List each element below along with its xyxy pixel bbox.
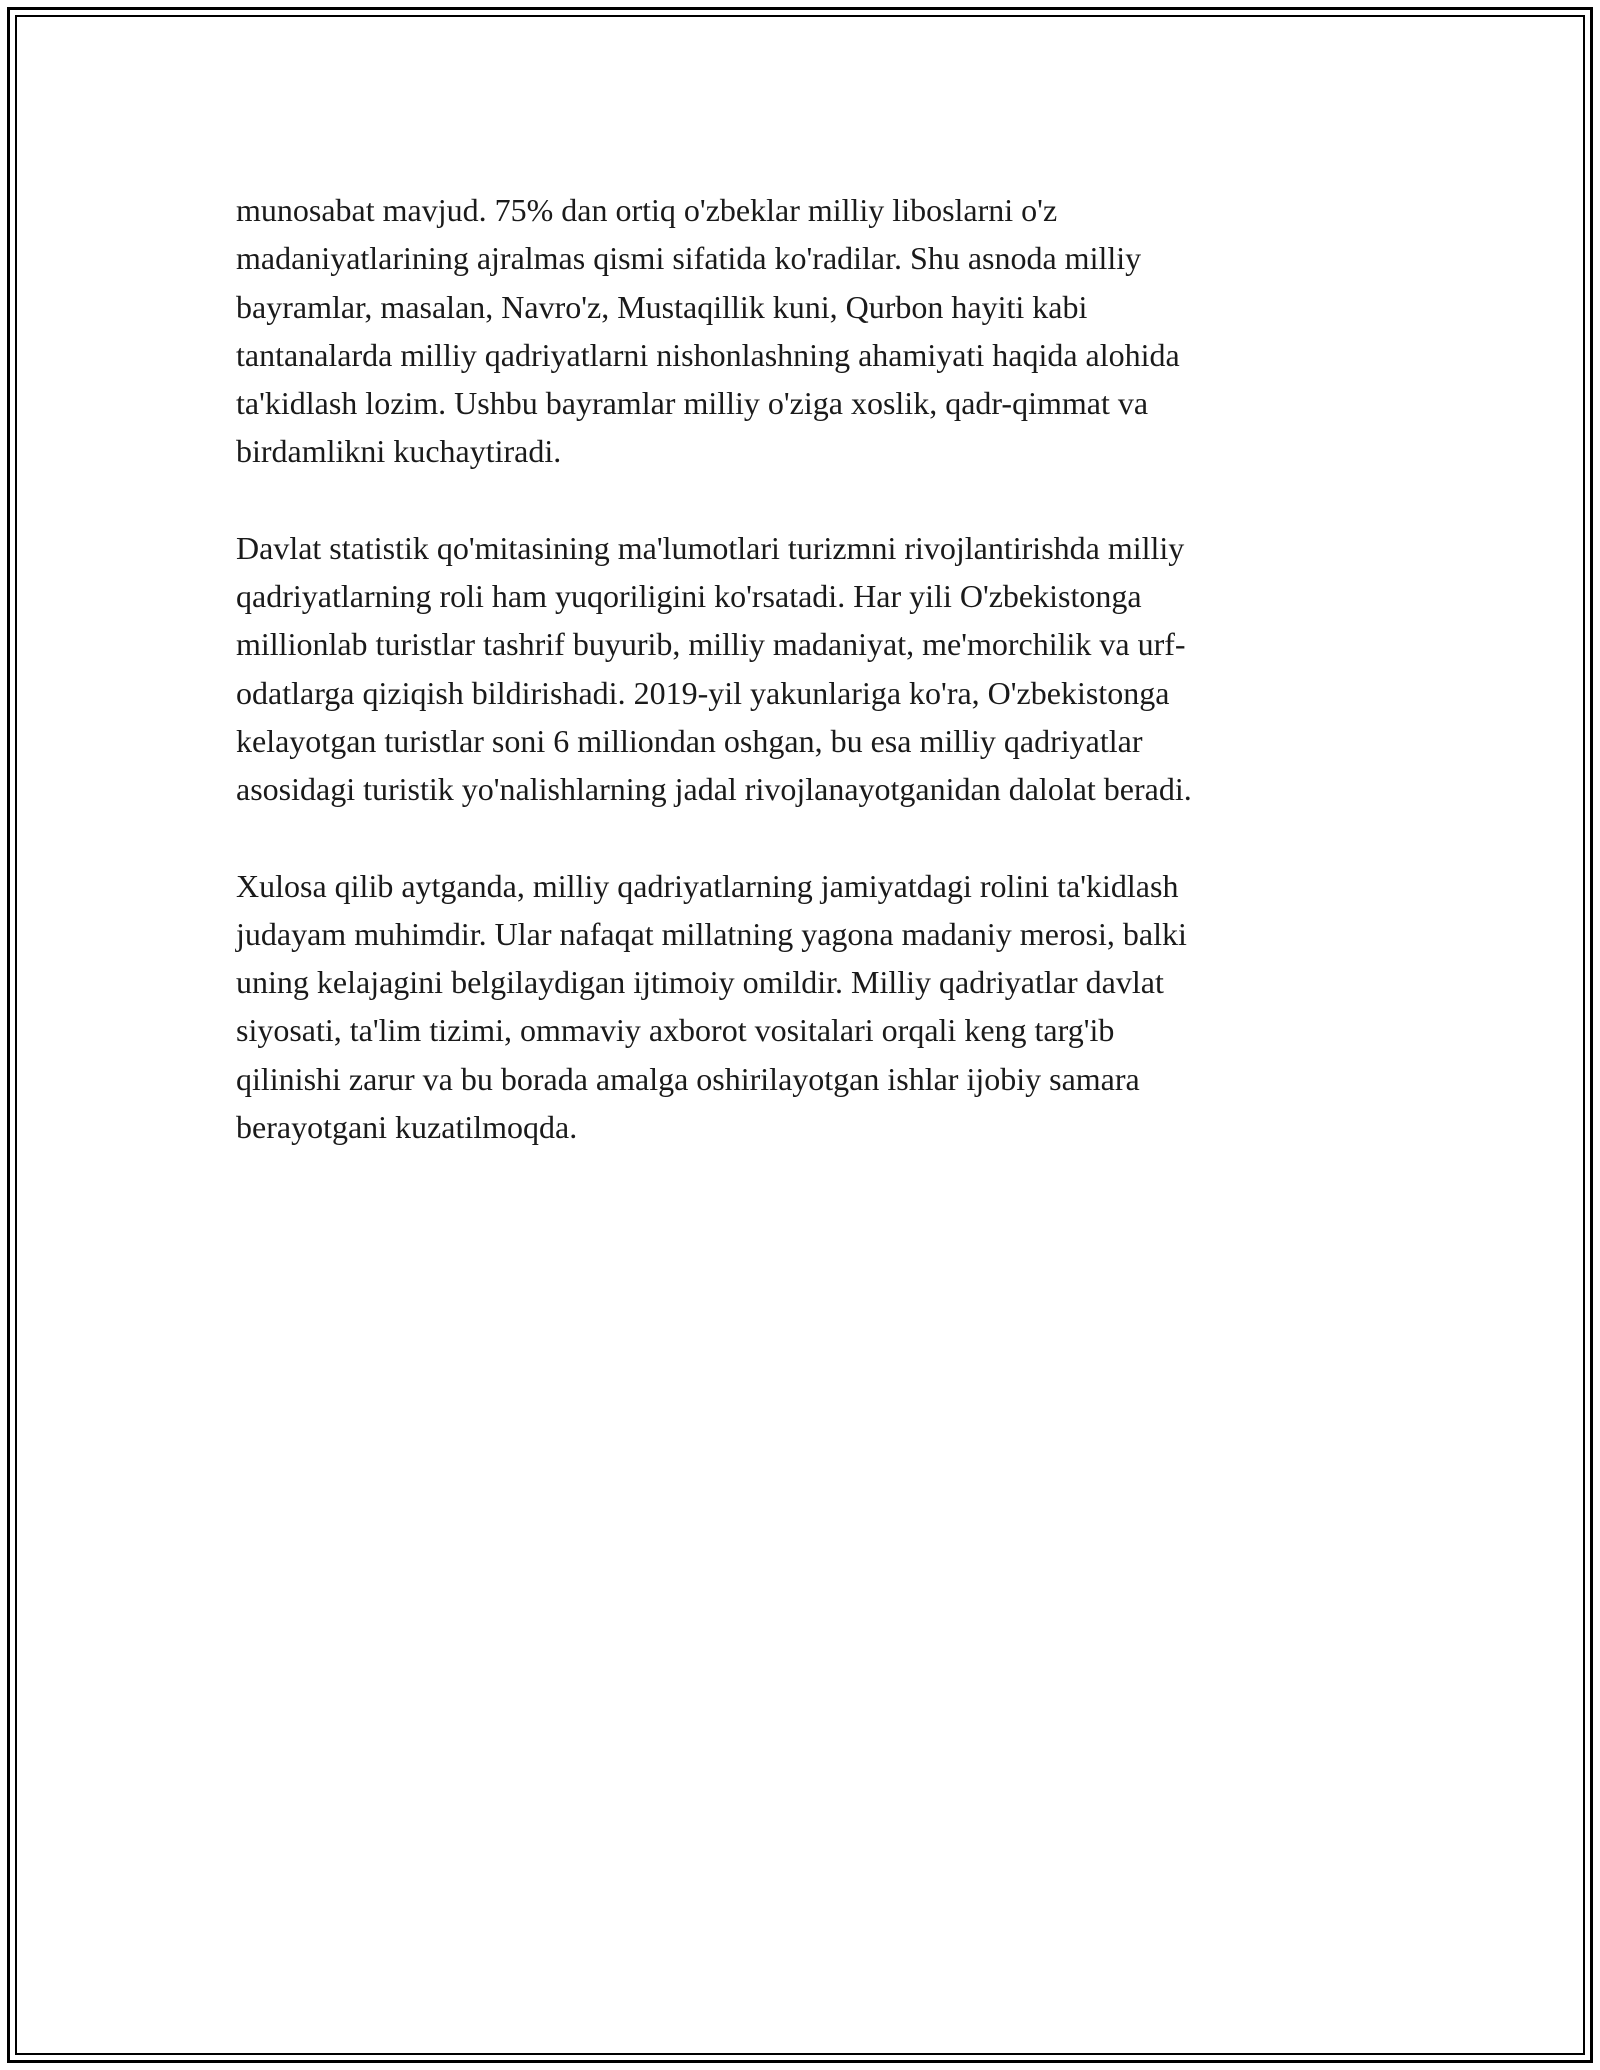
text-line: Xulosa qilib aytganda, milliy qadriyatlarning jamiyatdagi rolini ta'kidlash (236, 867, 1179, 904)
text-line: birdamlikni kuchaytiradi. (236, 433, 562, 470)
paragraph (236, 186, 1356, 476)
text-line: qadriyatlarning roli ham yuqoriligini ko'rsatadi. Har yili O'zbekistonga (236, 578, 1142, 615)
text-line: odatlarga qiziqish bildirishadi. 2019-yil yakunlariga ko'ra, O'zbekistonga (236, 674, 1170, 711)
text-line: munosabat mavjud. 75% dan ortiq o'zbeklar milliy liboslarni o'z (236, 192, 1058, 228)
paragraph (236, 862, 1356, 1152)
text-line: millionlab turistlar tashrif buyurib, milliy madaniyat, me'morchilik va urf- (236, 626, 1186, 663)
text-line: bayramlar, masalan, Navro'z, Mustaqillik kuni, Qurbon hayiti kabi (236, 288, 1088, 325)
text-line: uning kelajagini belgilaydigan ijtimoiy omildir. Milliy qadriyatlar davlat (236, 964, 1164, 1001)
document-body (236, 186, 1356, 1199)
paragraph (236, 524, 1356, 814)
text-line: qilinishi zarur va bu borada amalga oshirilayotgan ishlar ijobiy samara (236, 1060, 1140, 1097)
text-line: ta'kidlash lozim. Ushbu bayramlar milliy o'ziga xoslik, qadr-qimmat va (236, 385, 1149, 422)
text-line: Davlat statistik qo'mitasining ma'lumotlari turizmni rivojlantirishda milliy (236, 529, 1185, 566)
text-line: judayam muhimdir. Ular nafaqat millatning yagona madaniy merosi, balki (236, 915, 1187, 952)
text-line: asosidagi turistik yo'nalishlarning jadal rivojlanayotganidan dalolat beradi. (236, 771, 1192, 808)
text-line: tantanalarda milliy qadriyatlarni nishonlashning ahamiyati haqida alohida (236, 336, 1180, 373)
text-line: kelayotgan turistlar soni 6 milliondan oshgan, bu esa milliy qadriyatlar (236, 722, 1143, 759)
text-line: berayotgani kuzatilmoqda. (236, 1109, 578, 1146)
text-line: siyosati, ta'lim tizimi, ommaviy axborot vositalari orqali keng targ'ib (236, 1012, 1115, 1049)
text-line: madaniyatlarining ajralmas qismi sifatida ko'radilar. Shu asnoda milliy (236, 240, 1142, 277)
